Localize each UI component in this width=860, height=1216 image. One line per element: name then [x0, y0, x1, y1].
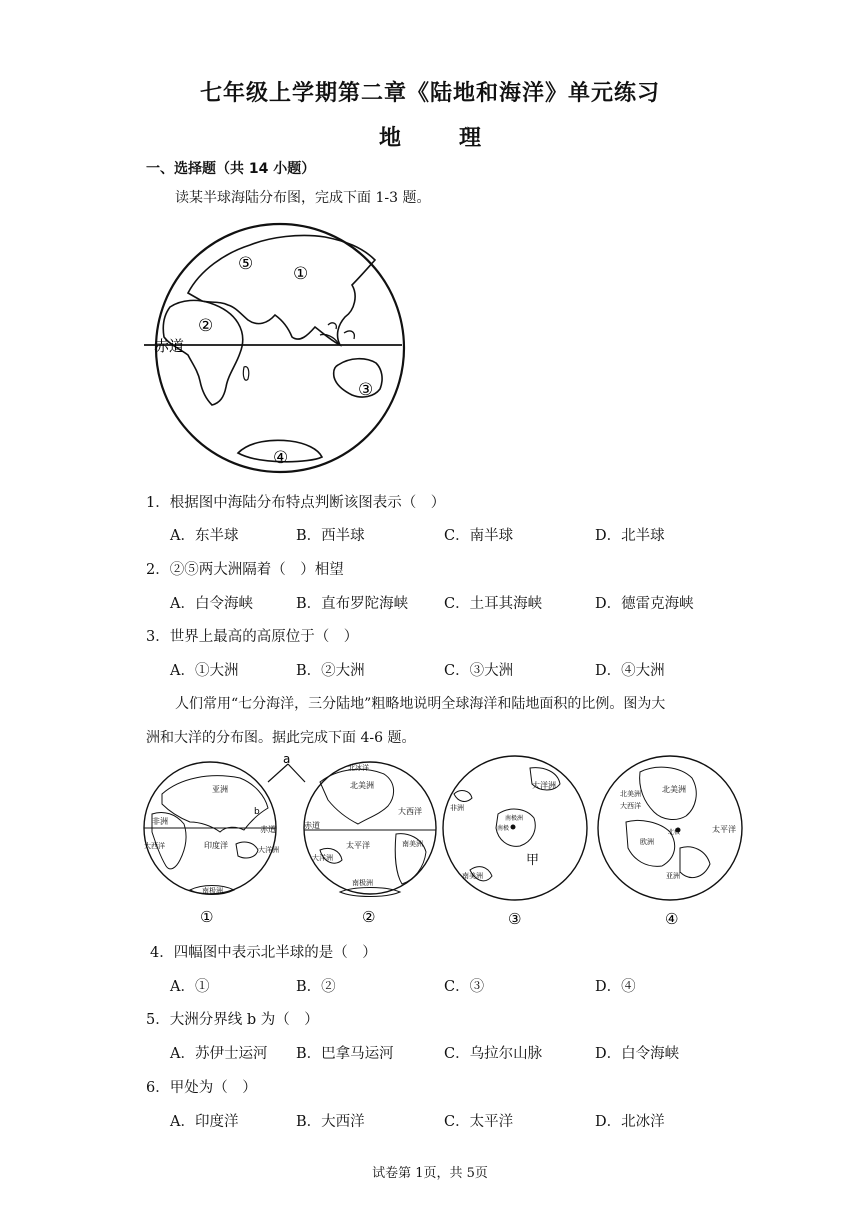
q4-option-b[interactable]: B．②: [296, 979, 336, 995]
g1-label-indian-ocean: 印度洋: [204, 841, 228, 850]
globe-1: [144, 762, 279, 895]
hemisphere-map: [140, 215, 425, 485]
g1-label-equator: 赤道: [260, 825, 276, 834]
question-2: 2．②⑤两大洲隔着（ ）相望: [146, 562, 344, 578]
q1-option-d[interactable]: D．北半球: [595, 528, 665, 544]
q5-option-b[interactable]: B．巴拿马运河: [296, 1046, 394, 1062]
q6-option-d[interactable]: D．北冰洋: [595, 1114, 665, 1130]
q5-option-d[interactable]: D．白令海峡: [595, 1046, 680, 1062]
g4-label-asia: 亚洲: [666, 872, 680, 880]
g1-label-b: b: [254, 807, 260, 817]
g4-label-atlantic: 大西洋: [620, 802, 641, 810]
continent-label-5: ⑤: [238, 254, 254, 274]
page-footer: 试卷第 1页，共 5页: [372, 1166, 488, 1181]
question-3: 3．世界上最高的高原位于（ ）: [146, 629, 359, 645]
g2-label-equator: 赤道: [304, 821, 320, 830]
page-title: 七年级上学期第二章《陆地和海洋》单元练习: [199, 81, 660, 106]
q4-option-c[interactable]: C．③: [444, 979, 485, 995]
q2-option-a[interactable]: A．白令海峡: [170, 596, 253, 612]
q4-option-a[interactable]: A．①: [170, 979, 210, 995]
q6-option-b[interactable]: B．大西洋: [296, 1114, 365, 1130]
g3-label-oceania: 大洋洲: [532, 781, 556, 790]
globe-number-1: ①: [200, 908, 214, 926]
g4-label-north-pole-region: 北美洲: [662, 785, 686, 794]
q2-option-c[interactable]: C．土耳其海峡: [444, 596, 543, 612]
g4-label-europe: 欧洲: [640, 838, 654, 846]
question-1: 1．根据图中海陆分布特点判断该图表示（ ）: [146, 495, 446, 511]
question-5: 5．大洲分界线 b 为（ ）: [146, 1012, 319, 1028]
g3-label-africa: 非洲: [450, 804, 464, 812]
g3-label-antarctica: 南极洲: [505, 815, 524, 822]
g2-label-south-america: 南美洲: [402, 840, 423, 848]
q1-option-c[interactable]: C．南半球: [444, 528, 514, 544]
g2-label-oceania: 大洋洲: [312, 854, 333, 862]
g4-label-pacific: 太平洋: [712, 825, 736, 834]
g3-label-south-america: 南美洲: [462, 872, 483, 880]
globe-4: [598, 756, 742, 900]
q1-option-b[interactable]: B．西半球: [296, 528, 365, 544]
q3-option-a[interactable]: A．①大洲: [170, 663, 239, 679]
continent-label-1: ①: [293, 264, 309, 284]
q2-option-b[interactable]: B．直布罗陀海峡: [296, 596, 409, 612]
g4-label-north-pole: 北极: [668, 829, 681, 836]
globe-number-4: ④: [665, 910, 679, 928]
continent-label-2: ②: [198, 316, 214, 336]
g2-label-antarctica: 南极洲: [352, 879, 373, 887]
label-a: a: [283, 752, 291, 766]
q3-option-d[interactable]: D．④大洲: [595, 663, 665, 679]
q4-option-d[interactable]: D．④: [595, 979, 636, 995]
globe-number-2: ②: [362, 908, 376, 926]
globe-number-3: ③: [508, 910, 522, 928]
g2-label-arctic-ocean: 北冰洋: [348, 764, 369, 772]
g2-label-atlantic: 大西洋: [398, 807, 422, 816]
intro-text-2-line2: 洲和大洋的分布图。据此完成下面 4-6 题。: [146, 730, 416, 746]
g2-label-north-america: 北美洲: [350, 781, 374, 790]
q1-option-a[interactable]: A．东半球: [170, 528, 239, 544]
g1-label-atlantic: 大西洋: [144, 842, 165, 850]
q5-option-a[interactable]: A．苏伊士运河: [170, 1046, 268, 1062]
intro-text-2-line1: 人们常用“七分海洋，三分陆地”粗略地说明全球海洋和陆地面积的比例。图为大: [175, 696, 666, 712]
globe-3: [443, 756, 587, 900]
g1-label-africa: 非洲: [152, 817, 168, 826]
section-heading: 一、选择题（共 14 小题）: [146, 161, 316, 177]
q3-option-c[interactable]: C．③大洲: [444, 663, 514, 679]
q6-option-a[interactable]: A．印度洋: [170, 1114, 239, 1130]
question-6: 6．甲处为（ ）: [146, 1080, 257, 1096]
g4-label-north-america: 北美洲: [620, 790, 641, 798]
q5-option-c[interactable]: C．乌拉尔山脉: [444, 1046, 543, 1062]
subject-title: 地 理: [378, 126, 499, 151]
continent-label-3: ③: [358, 380, 374, 400]
g3-label-jia: 甲: [526, 853, 540, 868]
equator-label: 赤道: [154, 337, 185, 355]
intro-text-1: 读某半球海陆分布图，完成下面 1-3 题。: [175, 190, 431, 206]
q2-option-d[interactable]: D．德雷克海峡: [595, 596, 694, 612]
q6-option-c[interactable]: C．太平洋: [444, 1114, 514, 1130]
g2-label-pacific: 太平洋: [346, 841, 370, 850]
question-4: 4．四幅图中表示北半球的是（ ）: [150, 945, 377, 961]
globe-2: [304, 762, 436, 897]
four-globes-map: [140, 752, 750, 932]
g1-label-asia: 亚洲: [212, 785, 228, 794]
g1-label-oceania: 大洋洲: [258, 846, 279, 854]
q3-option-b[interactable]: B．②大洲: [296, 663, 365, 679]
g1-label-antarctica: 南极洲: [202, 887, 223, 895]
g3-label-south-pole: 南极: [497, 825, 510, 832]
continent-label-4: ④: [273, 448, 289, 468]
